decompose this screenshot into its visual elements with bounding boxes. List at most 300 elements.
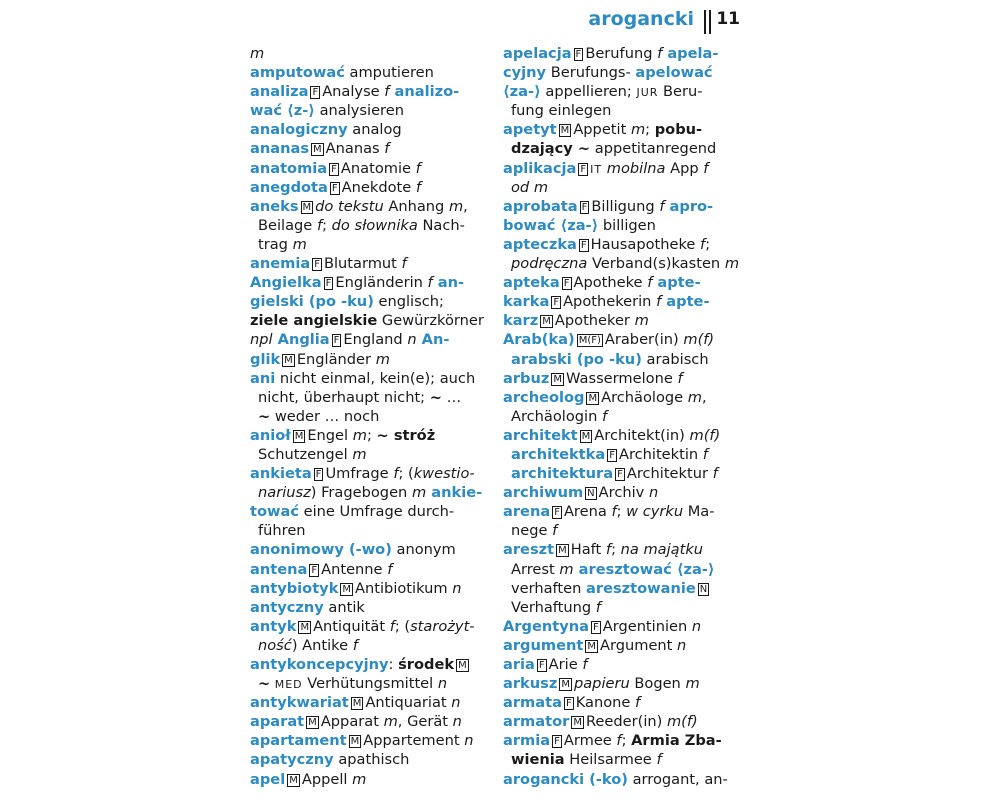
italic-text: f <box>427 274 433 292</box>
entry-text: App <box>665 159 704 177</box>
entry-line <box>503 235 739 254</box>
gender-box: F <box>315 469 322 481</box>
lemma: architektka <box>511 445 606 463</box>
entry-text: Engländer <box>296 350 376 368</box>
entry-text: Verband(s)kasten <box>587 255 725 273</box>
entry-text: Argument <box>600 636 678 654</box>
gender-box: M <box>294 430 304 442</box>
lemma: ani <box>250 369 276 387</box>
lemma: cyjny <box>503 64 547 82</box>
entry-text: Reeder(in) <box>585 713 667 731</box>
entry-line <box>503 693 739 712</box>
italic-text: f <box>656 293 662 311</box>
entry-text: ; <box>621 732 632 750</box>
gender-box: M <box>350 736 360 748</box>
entry-line <box>503 617 739 636</box>
lemma: ankie- <box>426 484 483 502</box>
entry-text: England <box>343 331 408 349</box>
entry-line <box>250 770 486 789</box>
entry-text: Bogen <box>629 675 686 693</box>
entry-text: Ma- <box>683 503 715 521</box>
lemma: apteka <box>503 274 560 292</box>
italic-text: f <box>647 274 653 292</box>
lemma: amputować <box>250 64 345 82</box>
gender-box: F <box>538 660 545 671</box>
gender-box: M <box>573 717 582 729</box>
lemma: aprobata <box>503 197 578 215</box>
italic-text: od m <box>511 178 549 196</box>
lemma: anioł <box>250 426 291 444</box>
entry-text: Analyse <box>322 83 385 101</box>
entry-line <box>250 693 486 712</box>
entry-text: Apotheker <box>554 312 635 330</box>
entry-text: … <box>441 388 462 406</box>
lemma: tować <box>250 503 299 521</box>
entry-text: Arena <box>563 503 612 521</box>
bold-text: Armia Zba- <box>631 732 722 750</box>
lemma: analizo- <box>389 83 460 101</box>
bold-text: ~ <box>258 407 271 425</box>
italic-text: ność <box>258 636 292 654</box>
entry-line <box>503 521 739 540</box>
lemma: apro- <box>664 197 714 215</box>
italic-text: f <box>316 216 323 234</box>
entry-line <box>250 731 486 750</box>
entry-text: ; <box>366 426 377 444</box>
entry-line <box>250 617 486 636</box>
italic-text: n <box>464 732 474 750</box>
entry-text: Nach- <box>417 216 465 234</box>
entry-line <box>503 388 739 407</box>
entry-text: , <box>702 388 707 406</box>
entry-text: trag <box>258 235 293 253</box>
italic-text: f <box>552 522 558 540</box>
italic-text: m <box>383 713 398 731</box>
italic-text: f <box>415 178 421 196</box>
entry-text: ; <box>611 541 621 559</box>
entry-line <box>503 598 739 617</box>
entry-text: appetitanregend <box>590 140 717 158</box>
italic-text: m(f) <box>666 713 698 731</box>
lemma: architektura <box>511 465 614 483</box>
italic-text: f <box>602 407 608 425</box>
italic-text: m <box>687 388 703 406</box>
lemma: analogiczny <box>250 121 348 139</box>
entry-line <box>503 502 739 521</box>
lemma: apelować <box>635 64 713 82</box>
entry-text: Anhang <box>383 197 449 215</box>
lemma: apela- <box>662 45 719 62</box>
entry-text: Antenne <box>321 560 388 578</box>
lemma: arogancki (-ko) <box>503 770 628 788</box>
italic-text: n <box>437 675 448 693</box>
entry-line <box>250 120 486 139</box>
entry-text: Appartement <box>363 732 465 750</box>
italic-text: f <box>387 560 393 578</box>
italic-text: w cyrku <box>626 503 684 521</box>
italic-text: m <box>250 45 265 62</box>
entry-line <box>250 235 486 254</box>
lemma: karz <box>503 312 539 330</box>
entry-text: Engländerin <box>335 274 428 292</box>
lemma: apatyczny <box>250 751 334 769</box>
lemma: aneks <box>250 197 299 215</box>
entry-text: Appetit <box>573 121 631 139</box>
header-divider <box>704 10 706 34</box>
italic-text: n <box>677 636 687 654</box>
entry-line <box>503 216 739 235</box>
entry-line <box>503 540 739 559</box>
gender-box: F <box>553 297 560 309</box>
entry-line <box>503 636 739 655</box>
entry-text: Apothekerin <box>563 293 657 311</box>
lemma: wać ⟨z-⟩ <box>250 102 315 120</box>
entry-line <box>503 770 739 789</box>
italic-text: f <box>384 140 390 158</box>
gender-box: M <box>587 640 596 652</box>
entry-line <box>503 330 739 349</box>
italic-text: papieru <box>573 675 630 693</box>
gender-box: F <box>565 698 572 710</box>
lemma: glik <box>250 350 281 368</box>
gender-box: F <box>580 163 587 175</box>
entry-text: analysieren <box>314 102 404 120</box>
gender-box: M(F) <box>578 335 601 347</box>
italic-text: starożyt- <box>410 617 475 635</box>
lemma: antykwariat <box>250 694 349 712</box>
entry-text: Araber(in) <box>604 331 684 349</box>
entry-line <box>503 254 739 273</box>
gender-box: F <box>325 278 332 290</box>
entry-line <box>250 521 486 540</box>
running-headword: arogancki <box>588 8 694 30</box>
entry-text: Archäologe <box>601 388 688 406</box>
entry-line <box>250 483 486 502</box>
italic-text: m <box>724 255 740 273</box>
entry-line <box>503 311 739 330</box>
entry-text: Appell <box>301 770 353 788</box>
lemma: areszt <box>503 541 555 559</box>
italic-text: m(f) <box>683 331 715 349</box>
italic-text: f <box>702 445 708 463</box>
gender-box: F <box>617 469 623 481</box>
italic-text: m <box>685 675 700 693</box>
entry-text: Anatomie <box>340 159 416 177</box>
entry-text: Architekt(in) <box>594 426 690 444</box>
entry-text: Verhaftung <box>511 598 596 616</box>
gender-box: F <box>580 239 587 251</box>
entry-text: Argentinien <box>602 617 692 635</box>
lemma: Anglia <box>272 331 330 349</box>
entry-line <box>503 445 739 464</box>
gender-box: F <box>554 736 560 748</box>
entry-line <box>503 483 739 502</box>
italic-text: m <box>352 445 367 463</box>
entry-text: Antiquität <box>313 617 390 635</box>
entry-line <box>503 159 739 178</box>
italic-text: kwestio- <box>413 465 475 483</box>
gender-box: M <box>342 583 352 595</box>
entry-line <box>250 445 486 464</box>
lemma: apteczka <box>503 235 577 253</box>
entry-text: Billigung <box>591 197 660 215</box>
lemma: anemia <box>250 255 311 273</box>
entry-line <box>503 197 739 216</box>
entry-text: Wassermelone <box>566 369 678 387</box>
entry-text: Gewürzkörner <box>377 312 484 330</box>
lemma: arbuz <box>503 369 550 387</box>
entry-line <box>250 159 486 178</box>
italic-text: m <box>352 426 367 444</box>
gender-box: M <box>284 354 293 366</box>
entry-line <box>503 712 739 731</box>
italic-text: do słownika <box>331 216 418 234</box>
italic-text: f <box>415 159 421 177</box>
italic-text: podręczna <box>511 255 588 273</box>
right-column <box>503 44 739 789</box>
entry-text: ; ( <box>394 617 411 635</box>
italic-text: f <box>635 694 641 712</box>
gender-box: N <box>587 488 595 500</box>
lemma: archiwum <box>503 484 584 502</box>
entry-line <box>503 369 739 388</box>
lemma: arena <box>503 503 551 521</box>
gender-box: M <box>561 679 570 691</box>
italic-text: f <box>659 197 665 215</box>
entry-text: ) Antike <box>291 636 353 654</box>
entry-text: eine Umfrage durch- <box>298 503 455 521</box>
entry-text: Archiv <box>598 484 649 502</box>
entry-line <box>250 101 486 120</box>
lemma: aparat <box>250 713 305 731</box>
entry-line <box>503 407 739 426</box>
gender-box: M <box>302 201 312 213</box>
italic-text: f <box>384 83 390 101</box>
entry-text: Apotheke <box>573 274 648 292</box>
entry-line <box>250 655 486 674</box>
italic-text: npl <box>250 331 273 349</box>
entry-line <box>250 598 486 617</box>
entry-line <box>250 139 486 158</box>
entry-line <box>503 139 739 158</box>
bold-text: dzający ~ <box>511 140 591 158</box>
entry-text: Engel <box>307 426 353 444</box>
entry-text: ; <box>645 121 655 139</box>
entry-text: ; ( <box>398 465 414 483</box>
entry-line <box>250 369 486 388</box>
entry-line <box>250 350 486 369</box>
italic-text: f <box>616 732 622 750</box>
lemma: armata <box>503 694 562 712</box>
entry-text: Hausapotheke <box>590 235 701 253</box>
entry-text: Verhütungsmittel <box>302 675 438 693</box>
italic-text: m <box>375 350 390 368</box>
lemma: apelacja <box>503 45 572 62</box>
italic-text: n <box>691 617 702 635</box>
entry-text: anonym <box>391 541 456 559</box>
entry-text: Berufung <box>585 45 658 62</box>
entry-text: Apparat <box>320 713 384 731</box>
bold-text: ~ stróż <box>376 426 436 444</box>
entry-line <box>503 120 739 139</box>
label-abbrev: MED <box>270 678 303 692</box>
entry-line <box>250 82 486 101</box>
entry-text: Umfrage <box>325 465 394 483</box>
entry-text: ) Fragebogen <box>310 484 412 502</box>
bold-text: ~ <box>258 675 271 693</box>
entry-text: antik <box>323 598 365 616</box>
italic-text: n <box>648 484 659 502</box>
entry-text: appellieren; <box>540 83 637 101</box>
entry-line <box>250 292 486 311</box>
entry-line <box>250 502 486 521</box>
entry-line <box>503 101 739 120</box>
italic-text: m <box>634 312 649 330</box>
lemma: Argentyna <box>503 617 589 635</box>
italic-text: do tekstu <box>315 197 384 215</box>
entry-line <box>250 197 486 216</box>
entry-line <box>503 273 739 292</box>
lemma: aria <box>503 656 535 673</box>
lemma: antena <box>250 560 308 578</box>
lemma: apartament <box>250 732 347 750</box>
gender-box: F <box>609 449 615 461</box>
lemma: gielski (po -ku) <box>250 293 374 311</box>
italic-text: f <box>700 235 706 253</box>
lemma: apel <box>250 770 286 788</box>
lemma: archeolog <box>503 388 585 406</box>
italic-text: m <box>292 235 307 253</box>
entry-text: führen <box>258 522 306 540</box>
italic-text: f <box>677 369 683 387</box>
lemma: anegdota <box>250 178 328 196</box>
gender-box: F <box>563 278 570 290</box>
lemma: an- <box>432 274 465 292</box>
gender-box: M <box>300 621 310 633</box>
page-number: 11 <box>716 9 740 29</box>
entry-line <box>503 674 739 693</box>
entry-line <box>250 750 486 769</box>
entry-line <box>250 216 486 235</box>
gender-box: M <box>289 774 298 786</box>
italic-text: f <box>401 255 407 273</box>
entry-text: Antiquariat <box>365 694 452 712</box>
italic-text: nariusz <box>258 484 311 502</box>
entry-line <box>250 426 486 445</box>
entry-text: Berufungs- <box>546 64 636 82</box>
gender-box: F <box>575 49 582 60</box>
entry-line <box>250 540 486 559</box>
gender-box: F <box>581 201 588 213</box>
gender-box: F <box>312 87 319 99</box>
italic-text: na majątku <box>620 541 704 559</box>
italic-text: n <box>452 579 462 597</box>
entry-line <box>250 273 486 292</box>
entry-line <box>503 178 739 197</box>
lemma: bować ⟨za-⟩ <box>503 216 599 234</box>
entry-line <box>503 579 739 598</box>
lemma: antyk <box>250 617 297 635</box>
lemma: architekt <box>503 426 578 444</box>
entry-line <box>503 655 739 674</box>
entry-text: Archäologin <box>511 407 602 425</box>
entry-line <box>250 254 486 273</box>
lemma: ananas <box>250 140 310 158</box>
lemma: aplikacja <box>503 159 577 177</box>
gender-box: M <box>581 430 591 442</box>
entry-line <box>503 44 739 63</box>
entry-line <box>250 388 486 407</box>
lemma: argument <box>503 636 584 654</box>
gender-box: M <box>313 144 322 156</box>
bold-text: ziele angielskie <box>250 312 378 330</box>
entry-line <box>250 178 486 197</box>
gender-box: F <box>311 564 318 576</box>
lemma: ankieta <box>250 465 312 483</box>
italic-text: f <box>393 465 399 483</box>
entry-text: verhaften <box>511 579 587 597</box>
italic-text: n <box>407 331 417 349</box>
italic-text: f <box>657 45 663 62</box>
italic-text: f <box>352 636 358 654</box>
italic-text: f <box>605 541 612 559</box>
entry-text: billigen <box>598 216 656 234</box>
entry-text: fung einlegen <box>511 102 612 120</box>
entry-text: Kanone <box>575 694 636 712</box>
lemma: aresztowanie <box>586 579 696 597</box>
entry-line <box>250 311 486 330</box>
italic-text: m(f) <box>689 426 721 444</box>
italic-text: f <box>582 656 588 673</box>
lemma: apetyt <box>503 121 557 139</box>
italic-text: f <box>389 617 395 635</box>
entry-text: Arrest <box>511 560 560 578</box>
label-abbrev: JUR <box>636 86 659 100</box>
entry-line <box>250 712 486 731</box>
entry-line <box>503 292 739 311</box>
lemma: An- <box>416 331 450 349</box>
entry-text: Armee <box>563 732 617 750</box>
entry-text: ; <box>322 216 332 234</box>
italic-text: f <box>656 751 662 769</box>
entry-text: englisch; <box>373 293 444 311</box>
entry-text: , <box>463 197 468 215</box>
entry-text: ; <box>705 235 711 253</box>
entry-text: Architektin <box>618 445 703 463</box>
italic-text: n <box>452 713 462 731</box>
lemma: armia <box>503 732 551 750</box>
entry-line <box>250 330 486 349</box>
gender-box: F <box>592 621 599 633</box>
entry-line <box>250 560 486 579</box>
entry-text: : <box>388 656 399 673</box>
page-header <box>500 6 740 36</box>
entry-line <box>250 407 486 426</box>
lemma: antyczny <box>250 598 324 616</box>
entry-text: weder … noch <box>270 407 380 425</box>
gender-box: N <box>699 583 708 595</box>
lemma: aresztować ⟨za-⟩ <box>573 560 715 578</box>
italic-text: m <box>630 121 646 139</box>
gender-box: M <box>560 125 570 137</box>
lemma: Angielka <box>250 274 322 292</box>
entry-line <box>250 464 486 483</box>
gender-box: F <box>331 182 338 194</box>
italic-text: f <box>712 465 718 483</box>
gender-box: F <box>554 507 560 519</box>
header-divider <box>709 10 711 34</box>
bold-text: pobu- <box>654 121 703 139</box>
